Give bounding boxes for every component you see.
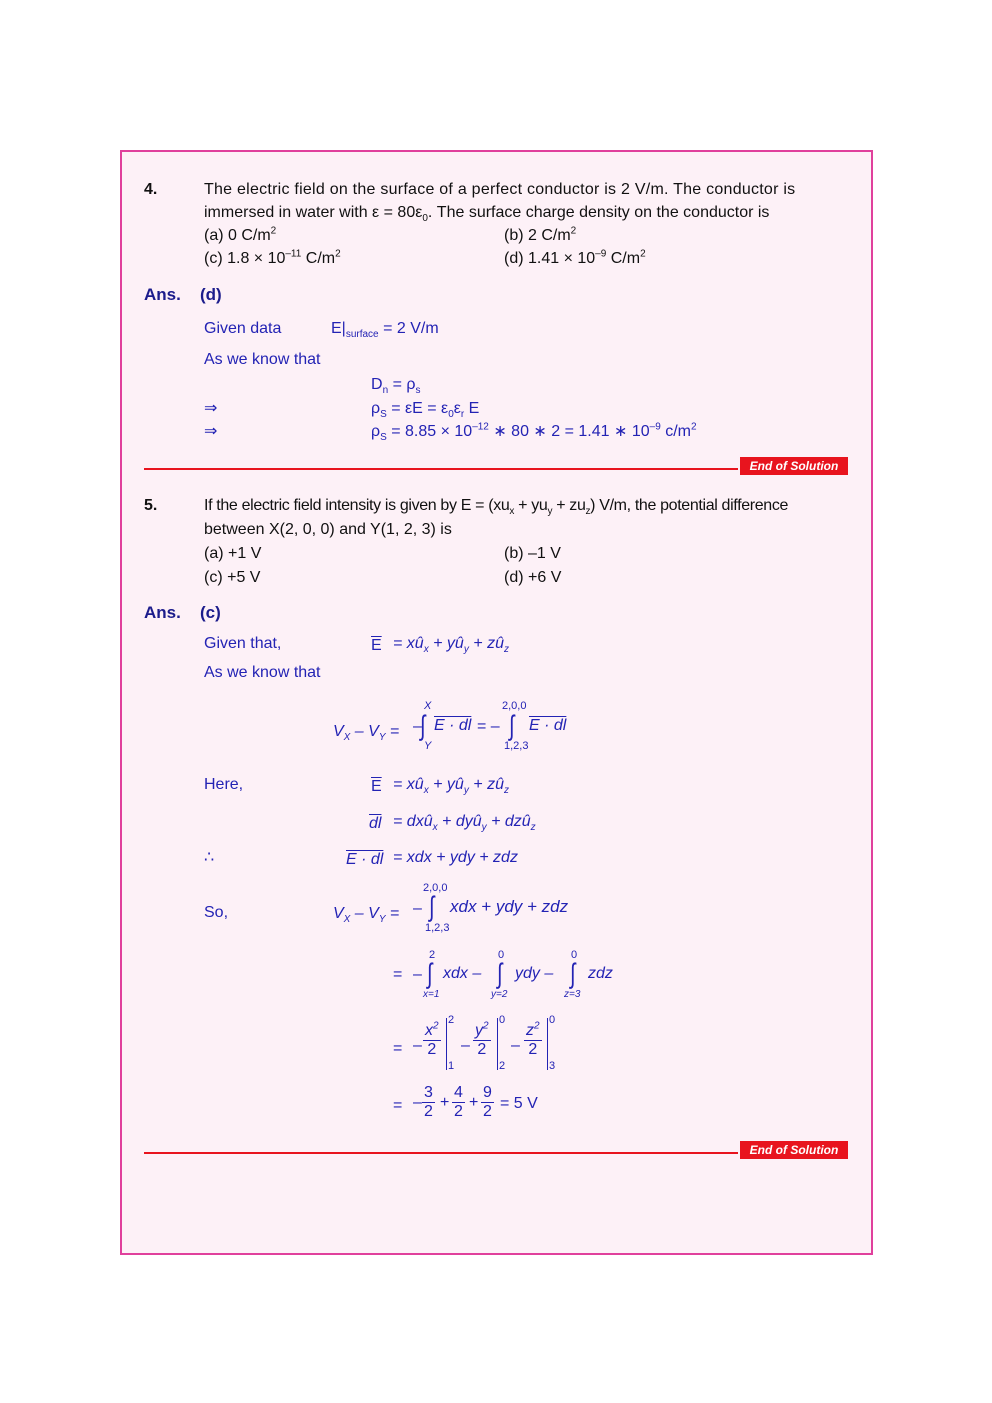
denominator: 2 [477,1041,487,1058]
dl-vector: $\overline{dl}$ [369,815,382,832]
given-label: Given data [204,320,282,337]
integral-lower-limit: Y [424,740,432,752]
question-text: If the electric field intensity is given by $E = (xu_x + yu_y + zu_z)$ V/m, the potential difference [204,497,789,518]
equation-lhs: $V_X - V_Y$ = [333,723,400,744]
upper-limit: 2 [448,1014,455,1026]
equals: = [393,1097,403,1114]
question-text: immersed in water with $\varepsilon = 80\varepsilon_0$. The surface charge density on the conductor is [204,204,770,225]
plus: + [440,1094,450,1111]
given-label: Given that, [204,635,282,652]
evaluation-bar [497,1018,498,1070]
integral-upper-limit: X [424,700,432,712]
question-number: 4. [144,181,158,198]
integrand: E · dl [434,717,472,734]
end-of-solution-badge: End of Solution [740,1141,848,1159]
option-b: (b) 2 $C/m^2$ [504,225,577,244]
fraction [481,1084,494,1121]
option-a: (a) 0 $C/m^2$ [204,225,277,244]
option-c: (c) $1.8 \times 10^{-11}$ $C/m^2$ [204,248,341,267]
lower-limit: 1 [448,1060,455,1072]
fraction [422,1084,435,1121]
equation: = $xû_x$ + $yû_y$ + $zû_z$ [393,635,509,656]
dot-product: E · dl [346,851,384,868]
fraction [524,1022,542,1059]
answer-label: Ans. [144,603,181,622]
integrand: zdz [588,965,613,982]
integral-upper-limit: 2 [429,949,436,961]
equals: = [393,966,403,983]
answer-choice: (c) [200,603,221,622]
minus: – [413,1037,422,1054]
integrand: ydy – [515,965,554,982]
end-of-solution-badge: End of Solution [740,457,848,475]
lower-limit: 3 [549,1060,556,1072]
denominator: 2 [483,1103,492,1120]
integral-lower-limit: z=3 [564,989,581,1000]
minus: – [413,718,422,735]
integral-lower-limit: 1,2,3 [425,922,450,934]
numerator: $y^2$ [475,1020,489,1039]
equation: = dxû$_x$ + dyû$_y$ + dzû$_z$ [393,813,536,834]
denominator: 2 [427,1041,437,1058]
lower-limit: 2 [499,1060,506,1072]
numerator: $x^2$ [425,1020,439,1039]
option-c: (c) +5 V [204,569,261,586]
e-vector: $\overline{E}$ [371,637,382,654]
here-label: Here, [204,776,244,793]
minus: – [413,966,422,983]
numerator: 9 [483,1084,492,1101]
option-b: (b) –1 V [504,545,561,562]
so-label: So, [204,904,229,921]
equation: = xdx + ydy + zdz [393,849,518,866]
option-d: (d) $1.41 \times 10^{-9}$ $C/m^2$ [504,248,646,267]
integral-sign: ∫ [427,958,433,989]
question-text: The electric field on the surface of a perfect conductor is 2 V/m. The conductor is [204,181,796,198]
know-label: As we know that [204,351,321,368]
equals: = [393,1040,403,1057]
integral-sign: ∫ [509,710,515,741]
integral-sign: ∫ [420,710,426,741]
integral-lower-limit: x=1 [423,989,440,1000]
integral-lower-limit: 1,2,3 [504,740,529,752]
fraction [452,1084,465,1121]
equation: $D_n = \rho_s$ [371,376,421,397]
solution-box [120,150,873,1255]
option-a: (a) +1 V [204,545,262,562]
integral-upper-limit: 2,0,0 [423,882,448,894]
e-vector: $\overline{E}$ [371,778,382,795]
question-text: between X(2, 0, 0) and Y(1, 2, 3) is [204,521,452,538]
equation: = $xû_x$ + $yû_y$ + $zû_z$ [393,776,509,797]
implies-symbol: ⇒ [204,400,218,417]
know-label: As we know that [204,664,321,681]
minus: – [413,900,422,917]
implies-symbol: ⇒ [204,423,218,440]
minus: – [511,1037,520,1054]
integrand: E · dl [529,717,567,734]
minus: – [461,1037,470,1054]
divider [144,468,738,470]
integral-upper-limit: 2,0,0 [502,700,527,712]
denominator: 2 [528,1041,538,1058]
upper-limit: 0 [499,1014,506,1026]
denominator: 2 [454,1103,463,1120]
numerator: $z^2$ [526,1020,540,1039]
equation: $\rho_S = 8.85 \times 10^{-12}$ ∗ 80 ∗ 2 = 1.41 ∗ $10^{-9}$ $c/m^2$ [371,421,697,444]
option-d: (d) +6 V [504,569,562,586]
answer-choice: (d) [200,285,222,304]
result: = 5 V [500,1095,538,1112]
answer-label: Ans. [144,285,181,304]
integral-sign: ∫ [497,958,503,989]
evaluation-bar [446,1018,447,1070]
equation: $\rho_S = \varepsilon E = \varepsilon_0\varepsilon_r$ E [371,400,480,421]
integrand: xdx + ydy + zdz [450,897,569,916]
equals: = – [477,718,500,735]
equation-lhs: $V_X - V_Y$ = [333,905,400,926]
integrand: xdx – [443,965,482,982]
fraction [423,1022,441,1059]
plus: + [469,1094,479,1111]
integral-upper-limit: 0 [571,949,578,961]
evaluation-bar [547,1018,548,1070]
denominator: 2 [424,1103,433,1120]
minus: – [413,1094,422,1111]
integral-sign: ∫ [429,891,435,922]
integral-lower-limit: y=2 [491,989,508,1000]
integral-sign: ∫ [570,958,576,989]
fraction [473,1022,491,1059]
question-number: 5. [144,497,158,514]
numerator: 3 [424,1084,433,1101]
therefore-symbol: ∴ [204,849,215,866]
integral-upper-limit: 0 [498,949,505,961]
numerator: 4 [454,1084,463,1101]
given-equation: $E|_{surface} = 2$ V/m [331,320,439,341]
upper-limit: 0 [549,1014,556,1026]
divider [144,1152,738,1154]
